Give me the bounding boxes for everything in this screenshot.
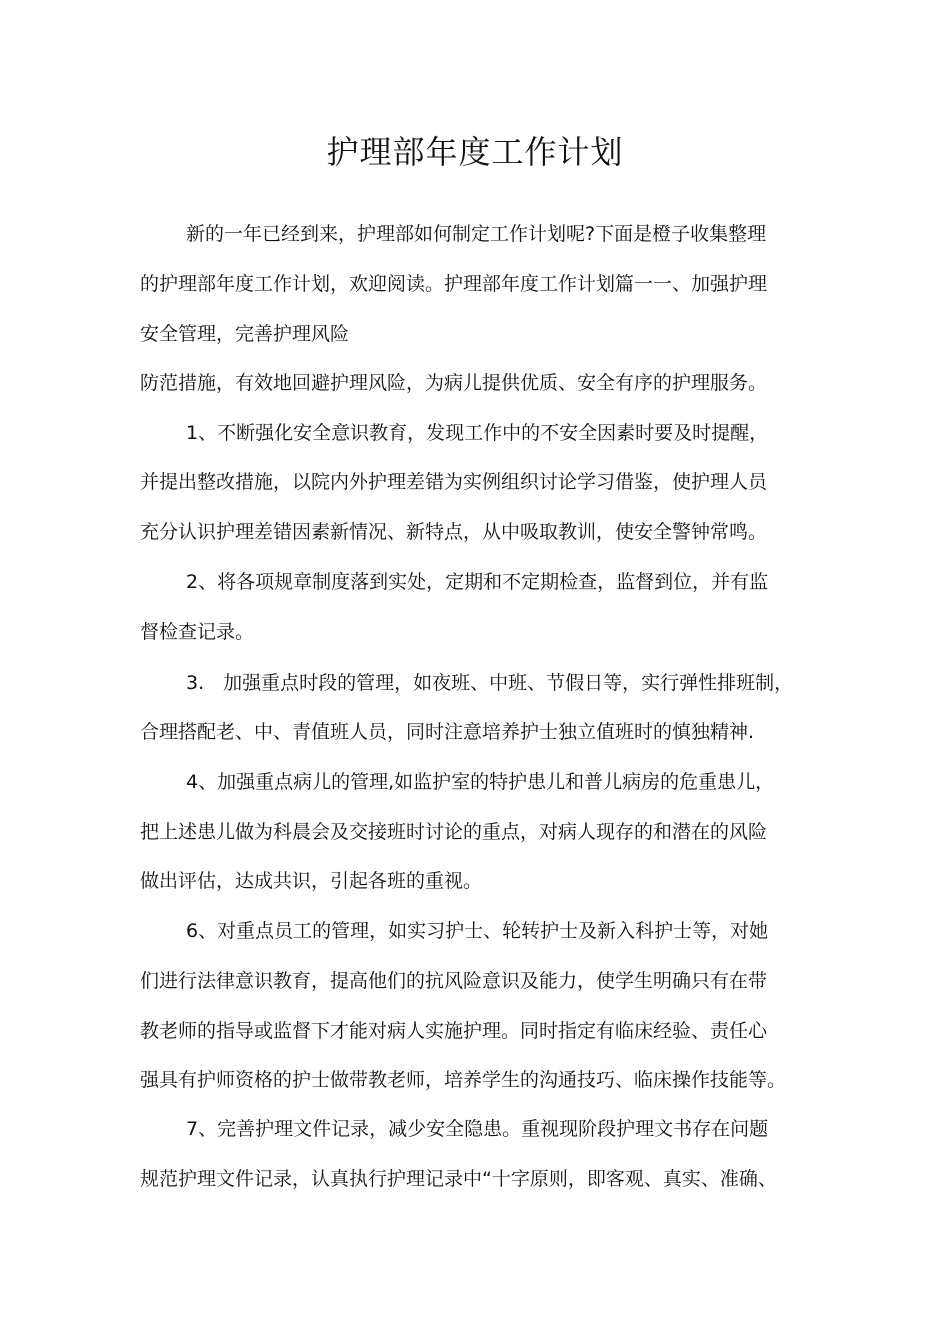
paragraph-line: 2、将各项规章制度落到实处，定期和不定期检查，监督到位，并有监 xyxy=(186,571,769,593)
paragraph-line: 做出评估，达成共识，引起各班的重视。 xyxy=(140,870,483,892)
paragraph-line: 规范护理文件记录，认真执行护理记录中“十字原则，即客观、真实、准确、 xyxy=(140,1168,777,1190)
paragraph-line: 强具有护师资格的护士做带教老师，培养学生的沟通技巧、临床操作技能等。 xyxy=(140,1069,787,1091)
paragraph-line: 充分认识护理差错因素新情况、新特点，从中吸取教训，使安全警钟常鸣。 xyxy=(140,521,768,543)
paragraph-line: 们进行法律意识教育，提高他们的抗风险意识及能力，使学生明确只有在带 xyxy=(140,970,768,992)
paragraph-line: 7、完善护理文件记录，减少安全隐患。重视现阶段护理文书存在问题 xyxy=(186,1118,769,1140)
paragraph-line: 防范措施，有效地回避护理风险，为病儿提供优质、安全有序的护理服务。 xyxy=(140,372,768,394)
paragraph-line: 督检查记录。 xyxy=(140,621,255,643)
document-title: 护理部年度工作计划 xyxy=(326,133,624,171)
paragraph-line: 合理搭配老、中、青值班人员，同时注意培养护士独立值班时的慎独精神. xyxy=(140,721,755,743)
paragraph-line: 教老师的指导或监督下才能对病人实施护理。同时指定有临床经验、责任心 xyxy=(140,1020,768,1042)
paragraph-line: 新的一年已经到来，护理部如何制定工作计划呢?下面是橙子收集整理 xyxy=(186,223,767,245)
paragraph-line: 把上述患儿做为科晨会及交接班时讨论的重点，对病人现存的和潜在的风险 xyxy=(140,821,768,843)
paragraph-line: 3. 加强重点时段的管理，如夜班、中班、节假日等，实行弹性排班制， xyxy=(186,672,794,694)
paragraph-line: 的护理部年度工作计划，欢迎阅读。护理部年度工作计划篇一一、加强护理 xyxy=(140,273,768,295)
paragraph-line: 并提出整改措施，以院内外护理差错为实例组织讨论学习借鉴，使护理人员 xyxy=(140,471,768,493)
paragraph-line: 4、加强重点病儿的管理,如监护室的特护患儿和普儿病房的危重患儿， xyxy=(186,771,775,793)
paragraph-line: 安全管理，完善护理风险 xyxy=(140,323,350,345)
paragraph-line: 6、对重点员工的管理，如实习护士、轮转护士及新入科护士等，对她 xyxy=(186,920,769,942)
paragraph-line: 1、不断强化安全意识教育，发现工作中的不安全因素时要及时提醒， xyxy=(186,422,769,444)
